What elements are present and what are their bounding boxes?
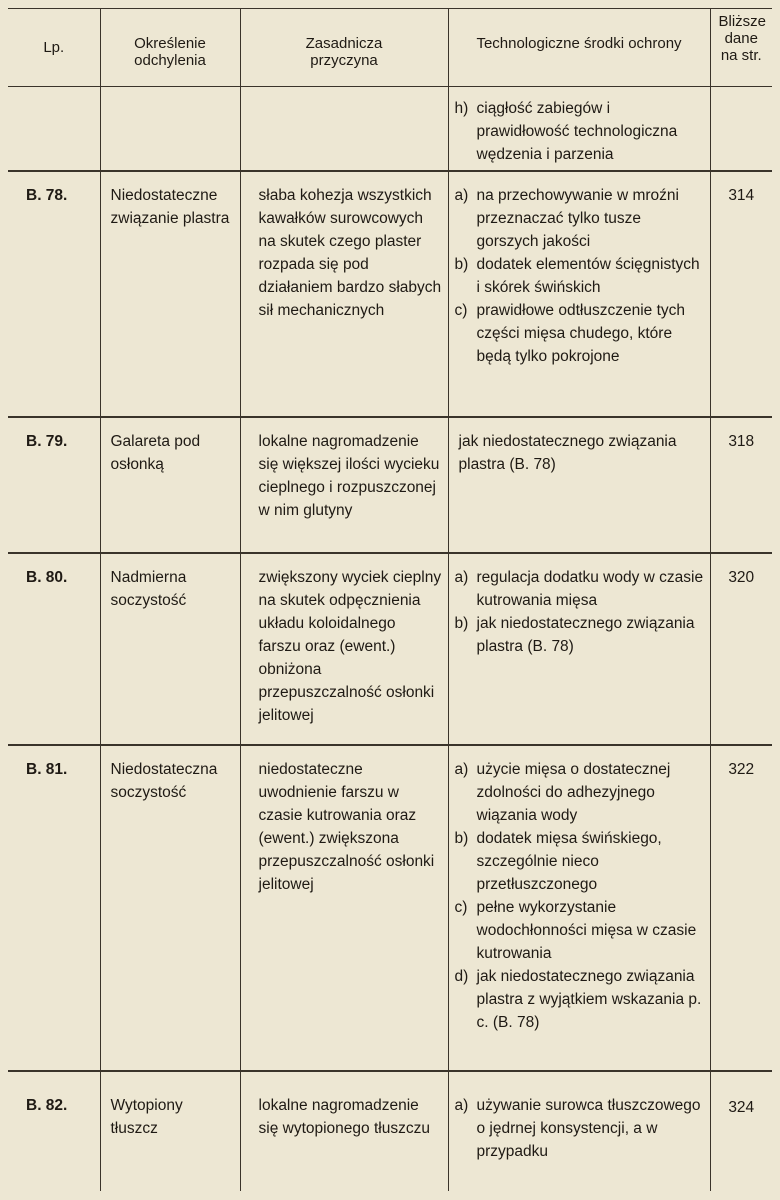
measure-item xyxy=(455,758,704,827)
cell-lp: B. 81. xyxy=(8,745,100,1071)
cell-deviation: Nadmierna soczystość xyxy=(100,553,240,745)
cell-cause: niedostateczne uwodnienie farszu w czasie kutrowania oraz (ewent.) zwiększona przepuszczalność osłonki jelitowej xyxy=(240,745,448,1071)
cell-page xyxy=(710,87,772,171)
table-row xyxy=(8,171,772,417)
measure-item xyxy=(455,253,704,299)
measure-item xyxy=(455,299,704,368)
cell-lp: B. 80. xyxy=(8,553,100,745)
measure-text: dodatek elementów ścięgnistych i skórek świńskich xyxy=(476,255,700,296)
cell-measures xyxy=(448,553,710,745)
cell-measures xyxy=(448,171,710,417)
measure-mark: b) xyxy=(454,255,469,273)
measure-item xyxy=(455,97,704,166)
cell-page: 322 xyxy=(710,745,772,1071)
measure-mark: a) xyxy=(454,568,469,586)
cell-lp: B. 78. xyxy=(8,171,100,417)
cell-lp: B. 79. xyxy=(8,417,100,553)
header-lp: Lp. xyxy=(8,9,100,87)
measure-item xyxy=(455,965,704,1034)
table-row xyxy=(8,87,772,171)
measure-text: dodatek mięsa świńskiego, szczególnie nieco przetłuszczonego xyxy=(476,829,662,893)
measure-item xyxy=(455,566,704,612)
cell-cause: lokalne nagromadzenie się wytopionego tłuszczu xyxy=(240,1071,448,1191)
cell-cause: słaba kohezja wszystkich kawałków surowcowych na skutek czego plaster rozpada się pod działaniem bardzo słabych sił mechanicznych xyxy=(240,171,448,417)
measure-mark: a) xyxy=(454,760,469,778)
cell-deviation: Wytopiony tłuszcz xyxy=(100,1071,240,1191)
header-measures: Technologiczne środki ochrony xyxy=(448,9,710,87)
cell-page: 324 xyxy=(710,1071,772,1191)
header-deviation: Określenie odchylenia xyxy=(100,9,240,87)
header-cause: Zasadnicza przyczyna xyxy=(240,9,448,87)
deviations-table xyxy=(8,8,772,1191)
cell-cause xyxy=(240,87,448,171)
cell-deviation: Galareta pod osłonką xyxy=(100,417,240,553)
table-row xyxy=(8,745,772,1071)
measure-item xyxy=(455,612,704,658)
measure-text: na przechowywanie w mroźni przeznaczać tylko tusze gorszych jakości xyxy=(476,186,679,250)
measure-mark: a) xyxy=(454,186,469,204)
cell-measures: jak niedostatecznego związania plastra (B. 78) xyxy=(448,417,710,553)
measure-text: jak niedostatecznego związania plastra (B. 78) xyxy=(476,614,695,655)
measure-mark: c) xyxy=(454,301,468,319)
measure-mark: a) xyxy=(454,1096,469,1114)
cell-measures xyxy=(448,87,710,171)
measure-mark: c) xyxy=(454,898,468,916)
cell-page: 320 xyxy=(710,553,772,745)
measure-text: ciągłość zabiegów i prawidłowość technologiczna wędzenia i parzenia xyxy=(476,100,678,163)
measure-text: użycie mięsa o dostatecznej zdolności do adhezyjnego wiązania wody xyxy=(476,760,671,824)
cell-page: 314 xyxy=(710,171,772,417)
cell-lp xyxy=(8,87,100,171)
cell-deviation: Niedostateczne związanie plastra xyxy=(100,171,240,417)
table-row xyxy=(8,417,772,553)
table-row xyxy=(8,553,772,745)
cell-page: 318 xyxy=(710,417,772,553)
header-page: Bliższe dane na str. xyxy=(710,9,772,87)
cell-deviation xyxy=(100,87,240,171)
header-row xyxy=(8,9,772,87)
measure-mark: b) xyxy=(454,829,469,847)
measure-text: prawidłowe odtłuszczenie tych części mięsa chudego, które będą tylko pokrojone xyxy=(476,301,685,365)
measure-mark: b) xyxy=(454,614,469,632)
measure-item xyxy=(455,827,704,896)
measure-text: jak niedostatecznego związania plastra z wyjątkiem wskazania p. c. (B. 78) xyxy=(476,967,702,1031)
measure-text: pełne wykorzystanie wodochłonności mięsa w czasie kutrowania xyxy=(476,898,697,962)
measure-mark: h) xyxy=(454,100,469,117)
measure-text: używanie surowca tłuszczowego o jędrnej konsystencji, a w przypadku xyxy=(476,1096,701,1160)
cell-deviation: Niedostateczna soczystość xyxy=(100,745,240,1071)
measure-text: regulacja dodatku wody w czasie kutrowania mięsa xyxy=(476,568,704,609)
measure-item xyxy=(455,1094,704,1163)
cell-measures xyxy=(448,745,710,1071)
cell-cause: zwiększony wyciek cieplny na skutek odpęcznienia układu koloidalnego farszu oraz (ewent.) obniżona przepuszczalność osłonki jelitowej xyxy=(240,553,448,745)
cell-measures xyxy=(448,1071,710,1191)
cell-cause: lokalne nagromadzenie się większej ilości wycieku cieplnego i rozpuszczonej w nim glutyny xyxy=(240,417,448,553)
measure-item xyxy=(455,896,704,965)
measure-mark: d) xyxy=(454,967,469,985)
table-row xyxy=(8,1071,772,1191)
cell-lp: B. 82. xyxy=(8,1071,100,1191)
measure-item xyxy=(455,184,704,253)
